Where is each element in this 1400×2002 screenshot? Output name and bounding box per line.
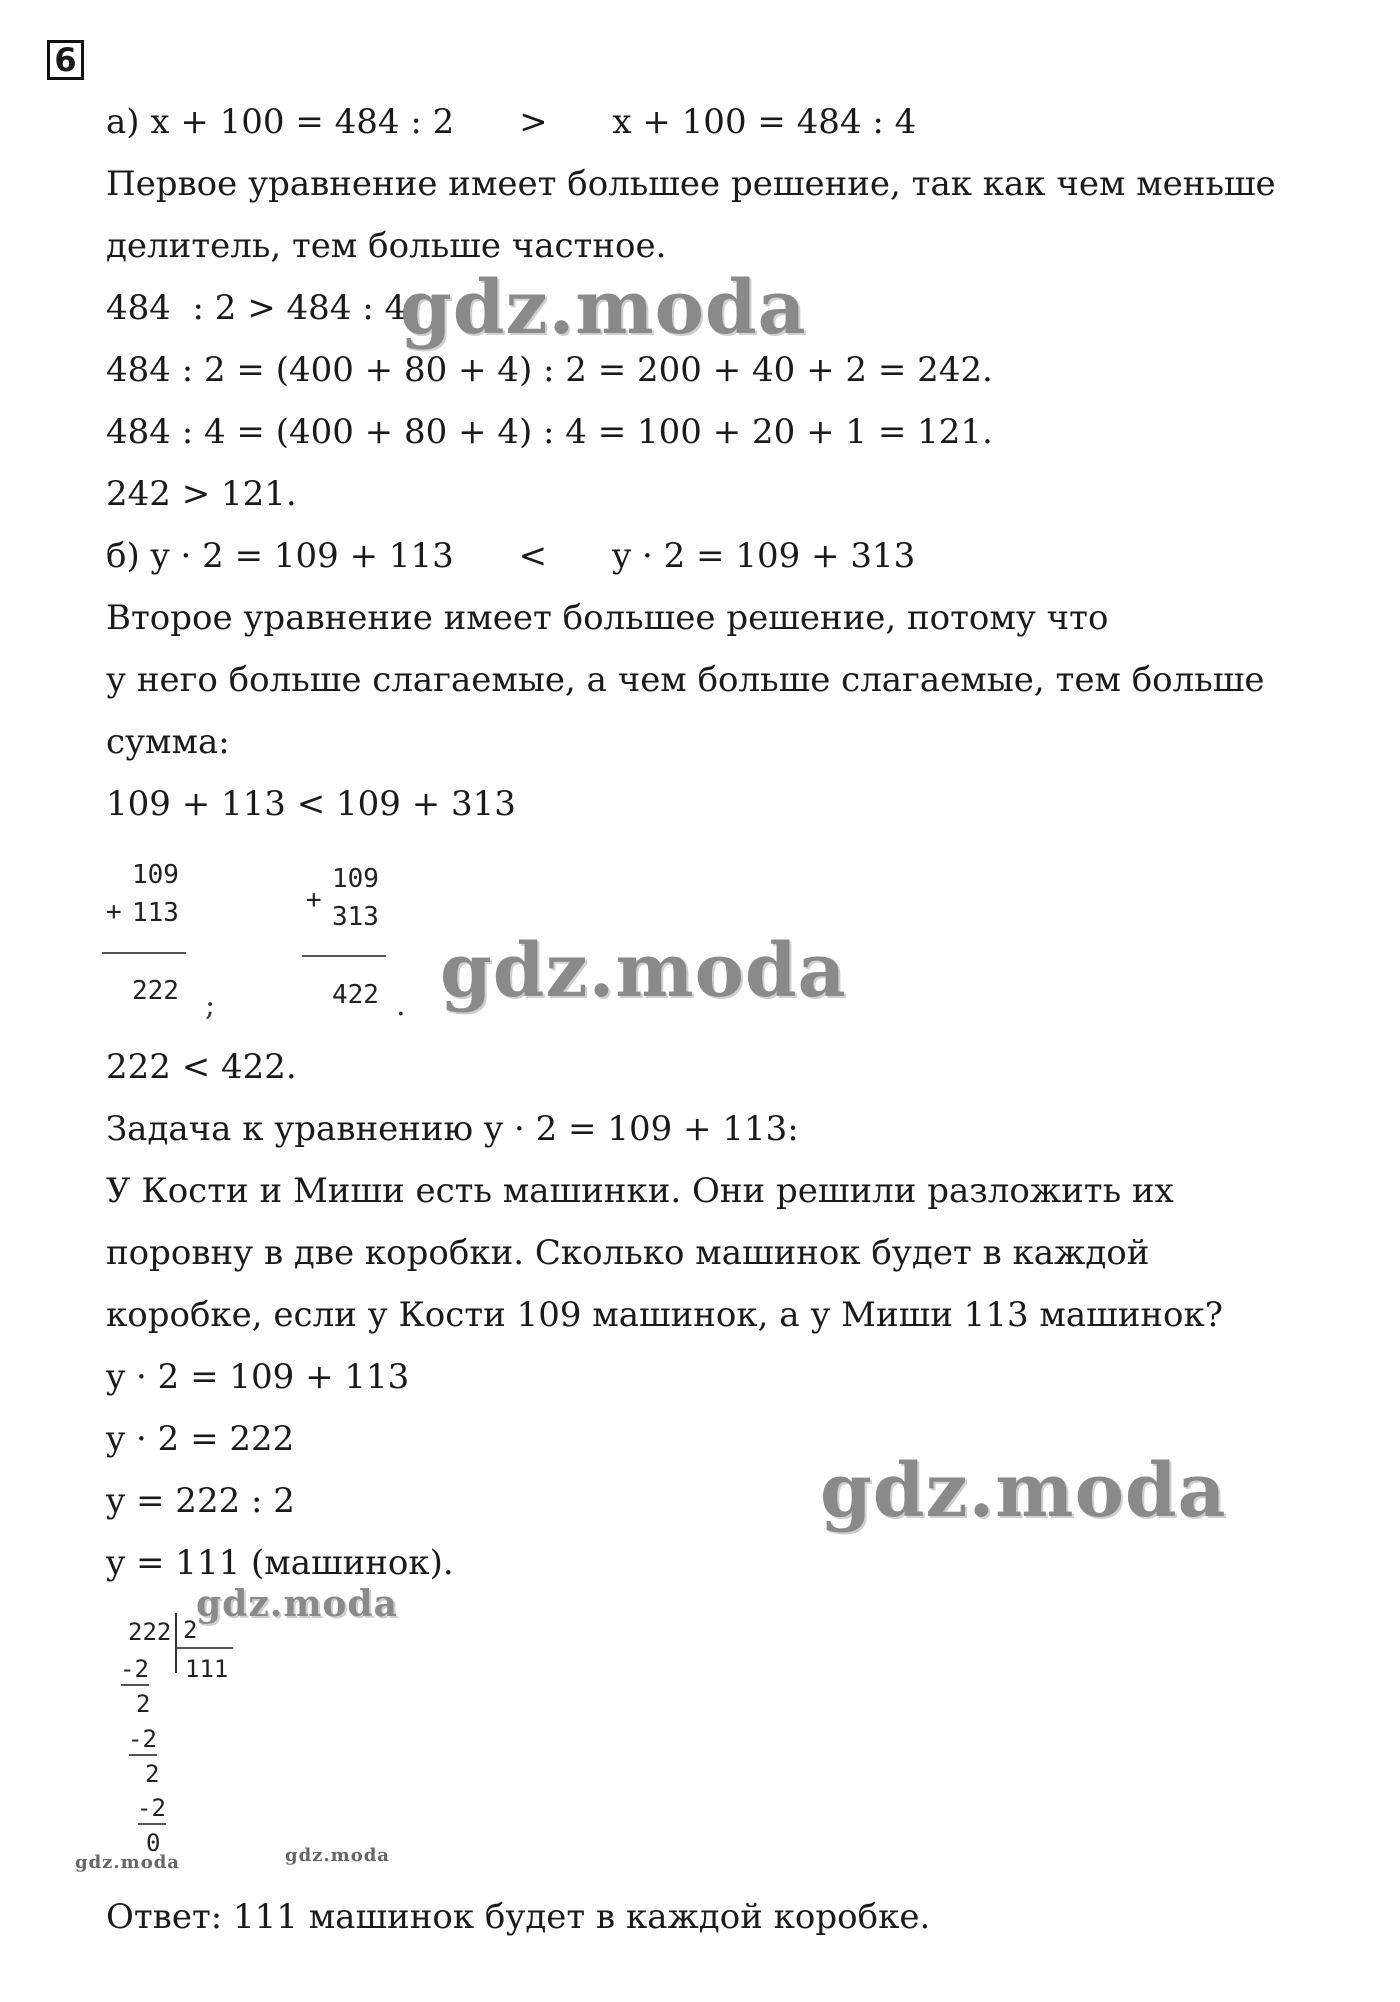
col-add-1-line bbox=[102, 952, 186, 954]
line-solution-4: y = 111 (машинок). bbox=[106, 1543, 454, 1583]
division-vertical-bar bbox=[175, 1613, 177, 1673]
task-number: 6 bbox=[47, 40, 84, 80]
division-step-1: -2 bbox=[120, 1655, 149, 1683]
line-solution-3: y = 222 : 2 bbox=[106, 1481, 295, 1521]
division-step-1-line bbox=[121, 1684, 149, 1686]
line-task-3: коробке, если у Кости 109 машинок, а у Миши 113 машинок? bbox=[106, 1295, 1223, 1335]
division-step-3-line bbox=[129, 1754, 157, 1756]
line-explanation-1: Первое уравнение имеет большее решение, так как чем меньше bbox=[106, 164, 1276, 204]
col-add-2-line bbox=[302, 955, 386, 957]
line-task-2: поровну в две коробки. Сколько машинок будет в каждой bbox=[106, 1233, 1150, 1273]
line-explanation-2: делитель, тем больше частное. bbox=[106, 226, 667, 266]
watermark-3: gdz.moda bbox=[820, 1448, 1227, 1534]
line-task-1: У Кости и Миши есть машинки. Они решили разложить их bbox=[106, 1171, 1174, 1211]
line-task-title: Задача к уравнению y · 2 = 109 + 113: bbox=[106, 1109, 799, 1149]
col-add-1-punct: ; bbox=[205, 988, 216, 1023]
col-add-1-sum: 222 bbox=[132, 976, 179, 1006]
division-divisor-line bbox=[177, 1647, 233, 1649]
col-add-2-sum: 422 bbox=[332, 980, 379, 1010]
line-solution-1: y · 2 = 109 + 113 bbox=[106, 1357, 410, 1397]
line-part-b: б) y · 2 = 109 + 113 < y · 2 = 109 + 313 bbox=[106, 536, 916, 576]
line-result-b: 222 < 422. bbox=[106, 1047, 297, 1087]
watermark-2: gdz.moda bbox=[440, 928, 847, 1014]
line-result-a: 242 > 121. bbox=[106, 474, 297, 514]
division-step-5-line bbox=[138, 1823, 166, 1825]
col-add-2-b: 313 bbox=[332, 902, 379, 932]
col-add-2-punct: . bbox=[396, 988, 406, 1023]
line-part-a: а) x + 100 = 484 : 2 > x + 100 = 484 : 4 bbox=[106, 102, 917, 142]
watermark-1: gdz.moda bbox=[400, 265, 807, 351]
line-explanation-5: сумма: bbox=[106, 722, 230, 762]
col-add-1-sign: + bbox=[106, 897, 122, 927]
line-solution-2: y · 2 = 222 bbox=[106, 1419, 295, 1459]
division-step-3: -2 bbox=[128, 1725, 157, 1753]
watermark-5: gdz.moda bbox=[75, 1852, 180, 1873]
line-comparison-1: 484 : 2 > 484 : 4 bbox=[106, 288, 407, 328]
division-divisor: 2 bbox=[183, 1616, 198, 1644]
watermark-4: gdz.moda bbox=[196, 1583, 398, 1625]
division-step-5: -2 bbox=[137, 1794, 166, 1822]
division-dividend: 222 bbox=[128, 1618, 172, 1646]
col-add-2-a: 109 bbox=[332, 864, 379, 894]
watermark-6: gdz.moda bbox=[285, 1845, 390, 1866]
line-answer: Ответ: 111 машинок будет в каждой коробке. bbox=[106, 1897, 931, 1937]
line-calc-2: 484 : 4 = (400 + 80 + 4) : 4 = 100 + 20 + 1 = 121. bbox=[106, 412, 993, 452]
line-explanation-3: Второе уравнение имеет большее решение, потому что bbox=[106, 598, 1109, 638]
division-quotient: 111 bbox=[185, 1655, 229, 1683]
division-step-4: 2 bbox=[145, 1760, 160, 1788]
col-add-1-a: 109 bbox=[132, 860, 179, 890]
col-add-1-b: 113 bbox=[132, 898, 179, 928]
division-step-2: 2 bbox=[136, 1690, 151, 1718]
line-comparison-2: 109 + 113 < 109 + 313 bbox=[106, 784, 516, 824]
division-step-6: 0 bbox=[146, 1829, 161, 1857]
line-calc-1: 484 : 2 = (400 + 80 + 4) : 2 = 200 + 40 + 2 = 242. bbox=[106, 350, 993, 390]
col-add-2-sign: + bbox=[306, 885, 322, 915]
line-explanation-4: у него больше слагаемые, а чем больше слагаемые, тем больше bbox=[106, 660, 1265, 700]
